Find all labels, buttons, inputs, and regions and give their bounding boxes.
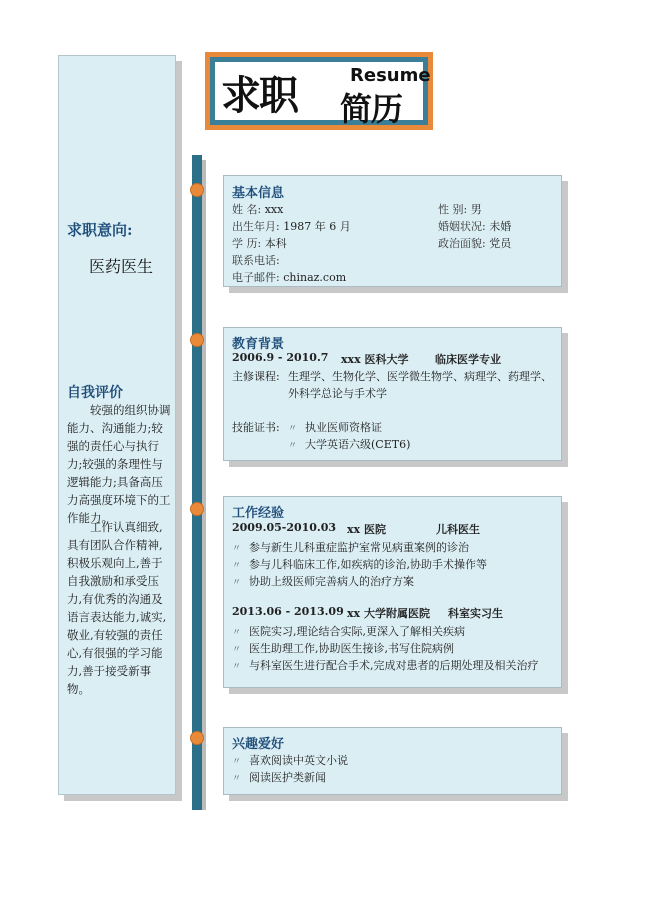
basic-info-heading: 基本信息 [232, 186, 285, 201]
objective-heading: 求职意向: [67, 221, 133, 239]
education-major: 临床医学专业 [435, 353, 501, 366]
hobbies-panel [223, 727, 562, 795]
education-panel [223, 327, 562, 461]
courses-line-1: 生理学、生物化学、医学微生物学、病理学、药理学、 [288, 370, 552, 383]
courses-label: 主修课程: [232, 370, 280, 383]
marital-row [438, 218, 511, 234]
job-1-org: xx 医院 [347, 523, 386, 536]
resume-title-block [205, 52, 433, 130]
job-2-item: 〃 医生助理工作,协助医生接诊,书写住院病例 [232, 642, 455, 655]
political-row [438, 235, 511, 251]
education-heading: 教育背景 [232, 337, 285, 352]
timeline-dot-basic [190, 183, 204, 197]
courses-line-2: 外科学总论与手术学 [288, 387, 387, 400]
work-panel [223, 496, 562, 688]
education-level-label: 学 历: [232, 237, 262, 250]
objective-value: 医药医生 [89, 257, 154, 276]
gender-label: 性 别: [438, 203, 468, 216]
bullet-icon: 〃 [232, 645, 242, 655]
name-label: 姓 名: [232, 203, 262, 216]
education-school: xxx 医科大学 [341, 353, 409, 366]
birth-value: 1987 年 6 月 [283, 220, 351, 233]
marital-value: 未婚 [489, 220, 512, 233]
title-sub-text: 简历 [340, 90, 403, 128]
timeline-dot-education [190, 333, 204, 347]
timeline-bar [192, 155, 202, 810]
bullet-icon: 〃 [232, 544, 242, 554]
birth-label: 出生年月: [232, 220, 280, 233]
political-value: 党员 [489, 237, 512, 250]
bullet-icon: 〃 [288, 441, 298, 451]
job-2-item: 〃 与科室医生进行配合手术,完成对患者的后期处理及相关治疗 [232, 659, 539, 672]
job-1-item: 〃 参与新生儿科重症监护室常见病重案例的诊治 [232, 541, 470, 554]
name-row [232, 201, 283, 217]
job-1-item: 〃 协助上级医师完善病人的治疗方案 [232, 575, 415, 588]
education-level-value: 本科 [264, 237, 287, 250]
job-2-org: xx 大学附属医院 [347, 607, 430, 620]
job-1-role: 儿科医生 [436, 523, 480, 536]
self-eval-paragraph-1: 较强的组织协调能力、沟通能力;较强的责任心与执行力;较强的条理性与逻辑能力;具备高压力高强度环境下的工作能力。 [67, 403, 171, 525]
bullet-icon: 〃 [232, 662, 242, 672]
job-2-role: 科室实习生 [448, 607, 503, 620]
cert-item: 〃 大学英语六级(CET6) [288, 438, 411, 451]
phone-label: 联系电话: [232, 254, 280, 267]
email-row [232, 269, 346, 285]
education-level-row [232, 235, 287, 251]
job-1-period: 2009.05-2010.03 [232, 521, 337, 534]
work-heading: 工作经验 [232, 506, 285, 521]
timeline-dot-hobbies [190, 731, 204, 745]
hobby-item: 〃 阅读医护类新闻 [232, 771, 327, 784]
timeline-dot-work [190, 502, 204, 516]
birth-row [232, 218, 351, 234]
bullet-icon: 〃 [232, 774, 242, 784]
bullet-icon: 〃 [232, 628, 242, 638]
phone-row [232, 252, 280, 268]
timeline-shadow [202, 160, 206, 810]
basic-info-panel [223, 175, 562, 287]
gender-row [438, 201, 482, 217]
bullet-icon: 〃 [232, 757, 242, 767]
bullet-icon: 〃 [288, 424, 298, 434]
self-eval-heading: 自我评价 [67, 385, 123, 401]
title-english-text: Resume [350, 65, 431, 86]
job-2-period: 2013.06 - 2013.09 [232, 605, 344, 618]
email-label: 电子邮件: [232, 271, 280, 284]
job-2-item: 〃 医院实习,理论结合实际,更深入了解相关疾病 [232, 625, 466, 638]
hobbies-heading: 兴趣爱好 [232, 737, 285, 752]
self-eval-paragraph-2: 工作认真细致,具有团队合作精神,积极乐观向上,善于自我激励和承受压力,有优秀的沟通及语言表达能力,诚实,敬业,有较强的责任心,有很强的学习能力,善于接受新事物。 [67, 520, 167, 696]
gender-value: 男 [470, 203, 482, 216]
title-main-text: 求职 [221, 73, 297, 119]
bullet-icon: 〃 [232, 578, 242, 588]
cert-item: 〃 执业医师资格证 [288, 421, 383, 434]
education-period: 2006.9 - 2010.7 [232, 351, 329, 364]
left-sidebar [58, 55, 176, 795]
bullet-icon: 〃 [232, 561, 242, 571]
title-plate [215, 62, 431, 128]
marital-label: 婚姻状况: [438, 220, 486, 233]
title-frame [210, 57, 431, 128]
certs-label: 技能证书: [232, 421, 280, 434]
job-1-item: 〃 参与儿科临床工作,如疾病的诊治,协助手术操作等 [232, 558, 488, 571]
email-value[interactable]: chinaz.com [283, 271, 347, 284]
political-label: 政治面貌: [438, 237, 486, 250]
hobby-item: 〃 喜欢阅读中英文小说 [232, 754, 349, 767]
name-value: xxx [264, 203, 284, 216]
